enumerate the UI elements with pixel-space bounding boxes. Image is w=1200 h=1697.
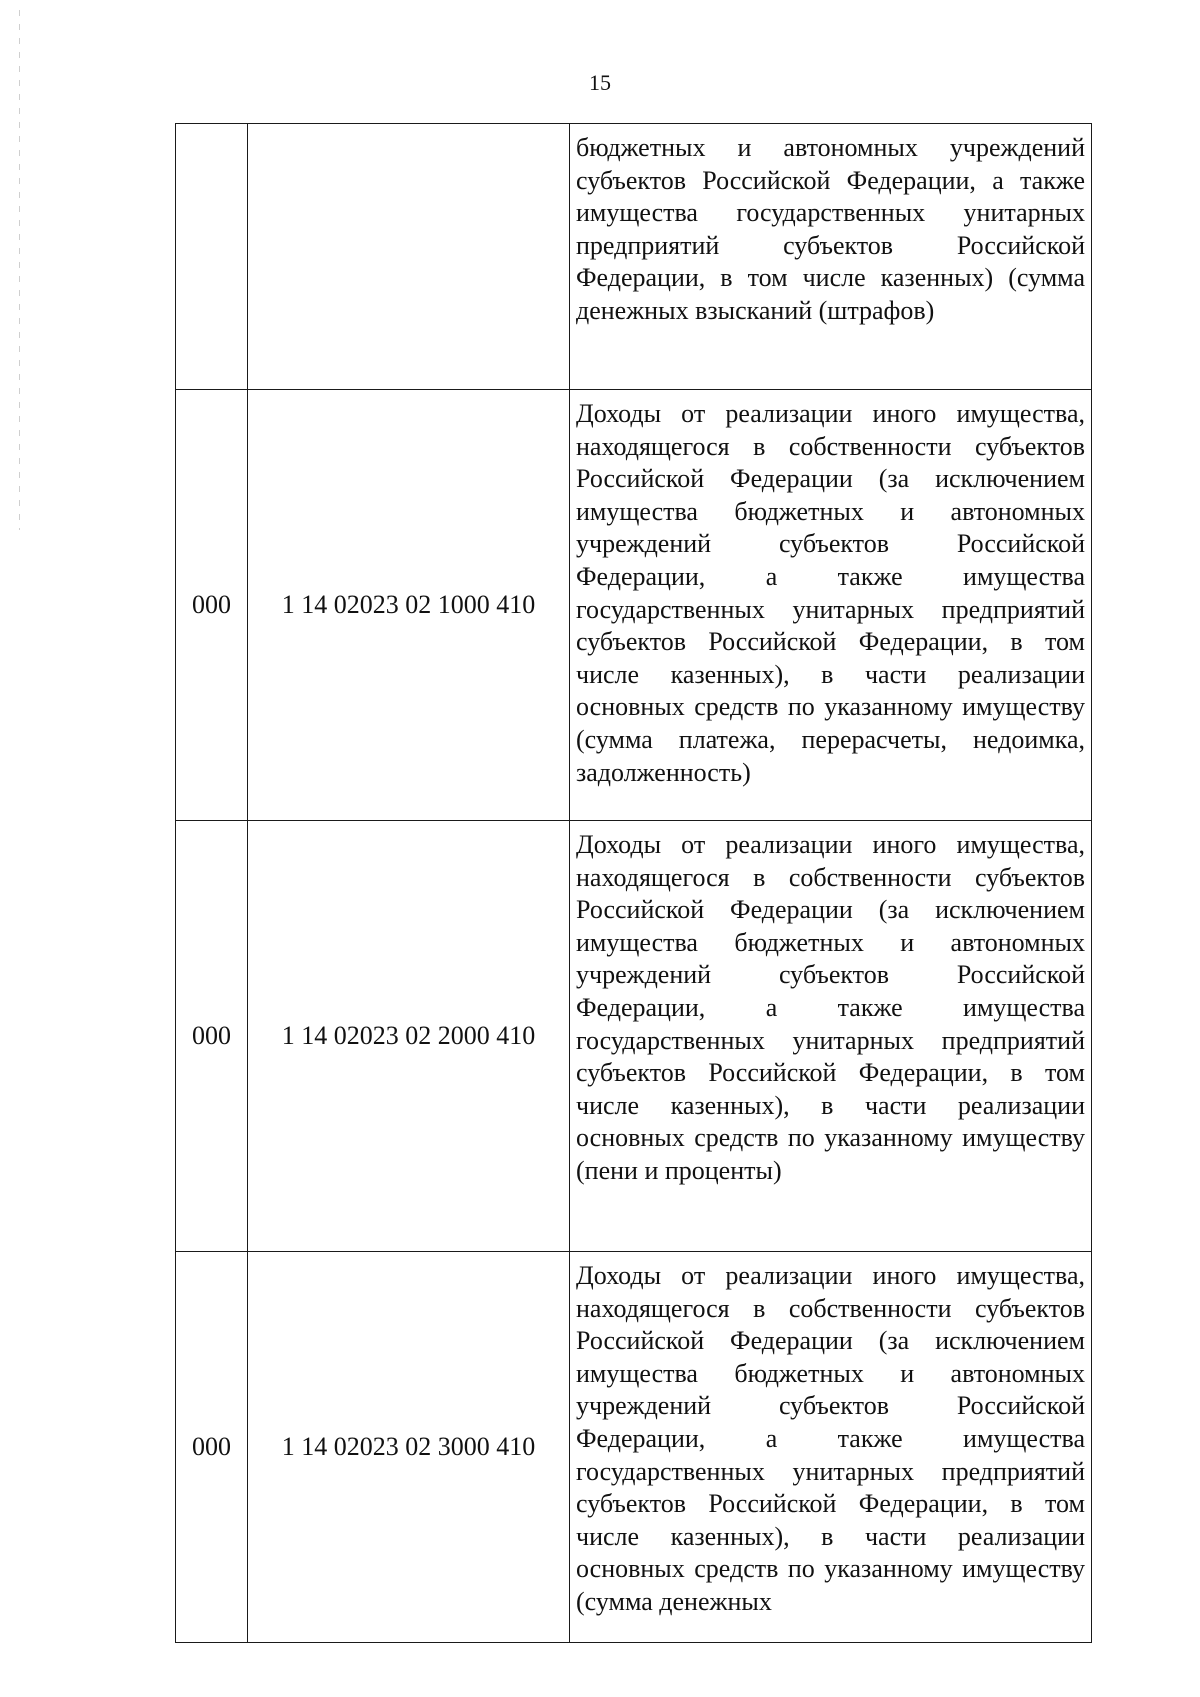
admin-code-cell: 000 [176,821,248,1252]
description-cell [570,390,1092,821]
budget-code-cell: 1 14 02023 02 1000 410 [248,390,570,821]
description-text: бюджетных и автономных учреждений субъектов Российской Федерации, а также имущества государственных унитарных предприятий субъектов Российской Федерации, в том числе казенных) (сумма денежных взысканий (штрафов) [576,133,1085,325]
table-row [176,1252,1092,1643]
description-text: Доходы от реализации иного имущества, находящегося в собственности субъектов Российской Федерации (за исключением имущества бюджетных и автономных учреждений субъектов Российской Федерации, а также имущества государственных унитарных предприятий субъектов Российской Федерации, в том числе казенных), в части реализации основных средств по указанному имуществу (сумма денежных [576,1261,1085,1616]
description-cell [570,821,1092,1252]
budget-code-cell [248,124,570,390]
table-row [176,390,1092,821]
description-cell [570,1252,1092,1643]
description-text: Доходы от реализации иного имущества, находящегося в собственности субъектов Российской Федерации (за исключением имущества бюджетных и автономных учреждений субъектов Российской Федерации, а также имущества государственных унитарных предприятий субъектов Российской Федерации, в том числе казенных), в части реализации основных средств по указанному имуществу (сумма платежа, перерасчеты, недоимка, задолженность) [576,399,1085,787]
table-row [176,821,1092,1252]
page-number: 15 [589,70,611,95]
admin-code-cell: 000 [176,390,248,821]
budget-code-cell: 1 14 02023 02 2000 410 [248,821,570,1252]
budget-code-cell: 1 14 02023 02 3000 410 [248,1252,570,1643]
description-cell [570,124,1092,390]
admin-code-cell: 000 [176,1252,248,1643]
description-text: Доходы от реализации иного имущества, находящегося в собственности субъектов Российской Федерации (за исключением имущества бюджетных и автономных учреждений субъектов Российской Федерации, а также имущества государственных унитарных предприятий субъектов Российской Федерации, в том числе казенных), в части реализации основных средств по указанному имуществу (пени и проценты) [576,830,1085,1185]
budget-revenue-table [175,123,1092,1643]
admin-code-cell [176,124,248,390]
table-row [176,124,1092,390]
